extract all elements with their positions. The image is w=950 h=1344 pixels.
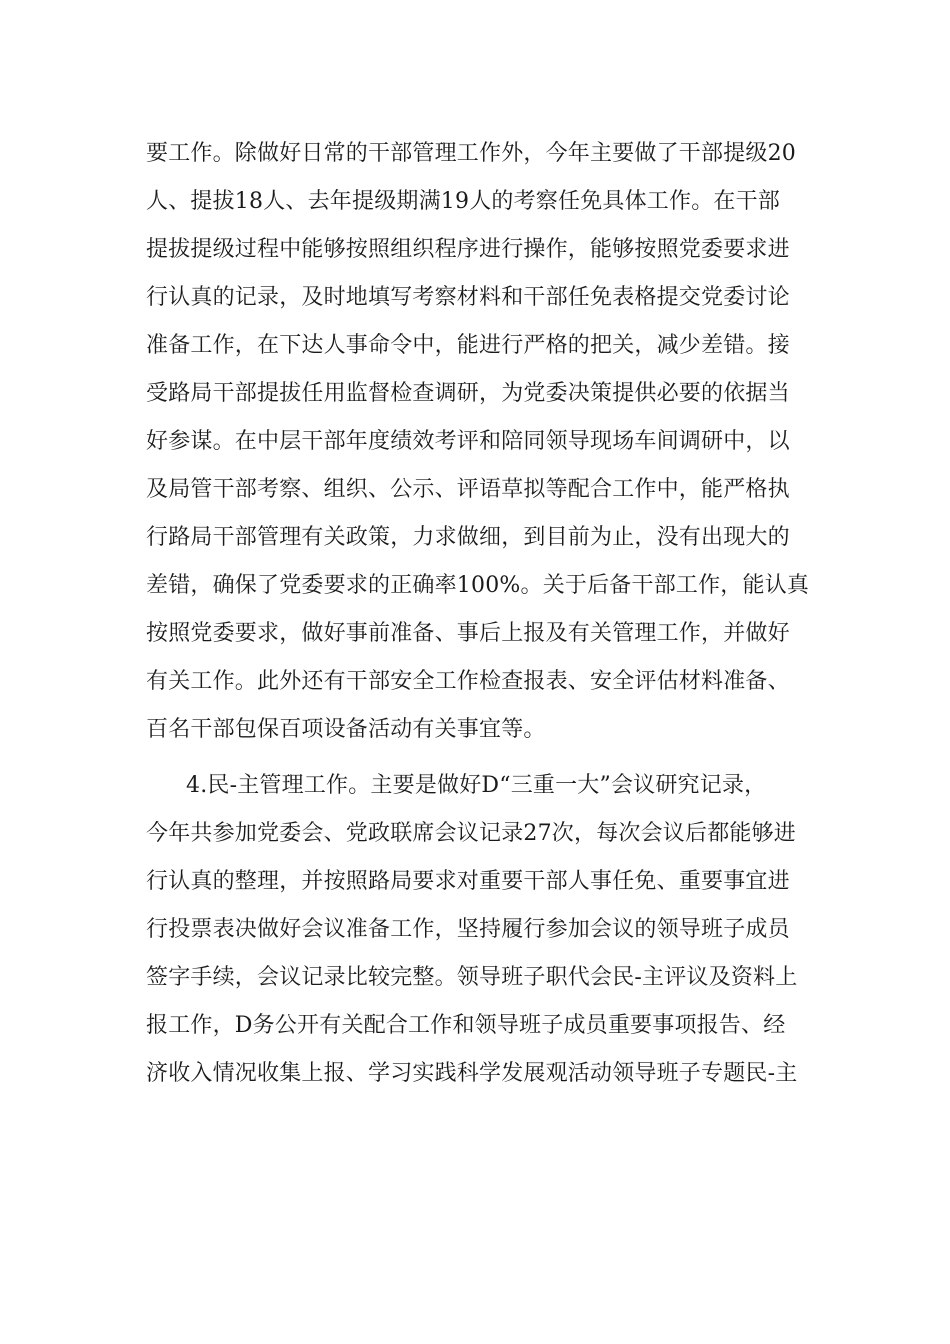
text-line: 提拔提级过程中能够按照组织程序进行操作，能够按照党委要求进	[146, 237, 790, 262]
text-line: 差错，确保了党委要求的正确率100%。关于后备干部工作，能认真	[146, 573, 810, 598]
text-line: 4.民-主管理工作。主要是做好D“三重一大”会议研究记录，	[186, 773, 767, 798]
text-line: 按照党委要求，做好事前准备、事后上报及有关管理工作，并做好	[146, 621, 790, 646]
text-line: 签字手续，会议记录比较完整。领导班子职代会民-主评议及资料上	[146, 965, 798, 990]
text-line: 百名干部包保百项设备活动有关事宜等。	[146, 717, 546, 742]
text-line: 人、提拔18人、去年提级期满19人的考察任免具体工作。在干部	[146, 189, 780, 214]
text-line: 好参谋。在中层干部年度绩效考评和陪同领导现场车间调研中，以	[146, 429, 790, 454]
text-line: 今年共参加党委会、党政联席会议记录27次，每次会议后都能够进	[146, 821, 796, 846]
text-line: 济收入情况收集上报、学习实践科学发展观活动领导班子专题民-主	[146, 1061, 798, 1086]
text-line: 受路局干部提拔任用监督检查调研，为党委决策提供必要的依据当	[146, 381, 790, 406]
text-line: 及局管干部考察、组织、公示、评语草拟等配合工作中，能严格执	[146, 477, 790, 502]
text-line: 行路局干部管理有关政策，力求做细，到目前为止，没有出现大的	[146, 525, 790, 550]
text-line: 有关工作。此外还有干部安全工作检查报表、安全评估材料准备、	[146, 669, 790, 694]
text-line: 准备工作，在下达人事命令中，能进行严格的把关，减少差错。接	[146, 333, 790, 358]
text-line: 要工作。除做好日常的干部管理工作外，今年主要做了干部提级20	[146, 141, 796, 166]
text-line: 行认真的整理，并按照路局要求对重要干部人事任免、重要事宜进	[146, 869, 790, 894]
text-line: 行投票表决做好会议准备工作，坚持履行参加会议的领导班子成员	[146, 917, 790, 942]
text-line: 报工作，D务公开有关配合工作和领导班子成员重要事项报告、经	[146, 1013, 786, 1038]
text-line: 行认真的记录，及时地填写考察材料和干部任免表格提交党委讨论	[146, 285, 790, 310]
